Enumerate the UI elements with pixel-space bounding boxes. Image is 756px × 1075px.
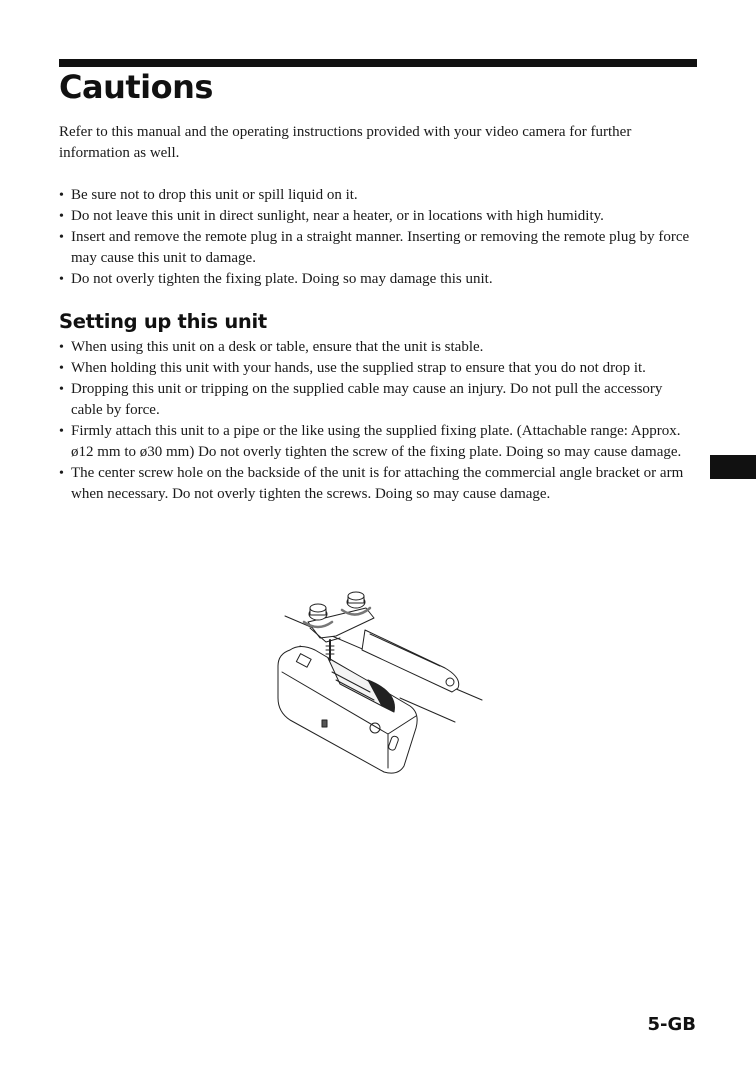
bullet: • [59, 361, 64, 376]
bullet: • [59, 466, 64, 481]
list-item [59, 337, 691, 358]
list-item [59, 269, 691, 290]
list-item [59, 379, 691, 421]
list-item-text: Be sure not to drop this unit or spill liquid on it. [71, 187, 358, 203]
bullet: • [59, 340, 64, 355]
section-tab-marker [710, 455, 756, 479]
list-item-text: When using this unit on a desk or table, ensure that the unit is stable. [71, 339, 484, 355]
bullet: • [59, 272, 64, 287]
page-title: Cautions [59, 68, 213, 106]
bullet: • [59, 424, 64, 439]
setup-list [59, 337, 691, 505]
list-item-text: Firmly attach this unit to a pipe or the like using the supplied fixing plate. (Attachable range: Approx. ø12 mm to ø30 mm) Do not overly tighten the screw of the fixing plate. Doing so may cause damage. [71, 423, 682, 460]
list-item-text: Do not leave this unit in direct sunlight, near a heater, or in locations with high humidity. [71, 208, 604, 224]
list-item [59, 358, 691, 379]
intro-paragraph: Refer to this manual and the operating instructions provided with your video camera for further information as well. [59, 124, 632, 161]
list-item [59, 185, 691, 206]
list-item-text: Insert and remove the remote plug in a straight manner. Inserting or removing the remote plug by force may cause this unit to damage. [71, 229, 690, 266]
bullet: • [59, 209, 64, 224]
list-item [59, 421, 691, 463]
fixing-plate-illustration [270, 588, 490, 778]
bullet: • [59, 230, 64, 245]
section-heading: Setting up this unit [59, 310, 267, 333]
list-item-text: Do not overly tighten the fixing plate. Doing so may damage this unit. [71, 271, 493, 287]
list-item [59, 463, 691, 505]
bullet: • [59, 382, 64, 397]
list-item-text: Dropping this unit or tripping on the supplied cable may cause an injury. Do not pull the accessory cable by force. [71, 381, 663, 418]
list-item [59, 227, 691, 269]
list-item-text: The center screw hole on the backside of the unit is for attaching the commercial angle bracket or arm when necessary. Do not overly tighten the screws. Doing so may cause damage. [71, 465, 684, 502]
top-rule [59, 59, 697, 67]
cautions-list [59, 185, 691, 290]
bullet: • [59, 188, 64, 203]
list-item-text: When holding this unit with your hands, use the supplied strap to ensure that you do not drop it. [71, 360, 646, 376]
page-number: 5-GB [647, 1014, 696, 1035]
list-item [59, 206, 691, 227]
